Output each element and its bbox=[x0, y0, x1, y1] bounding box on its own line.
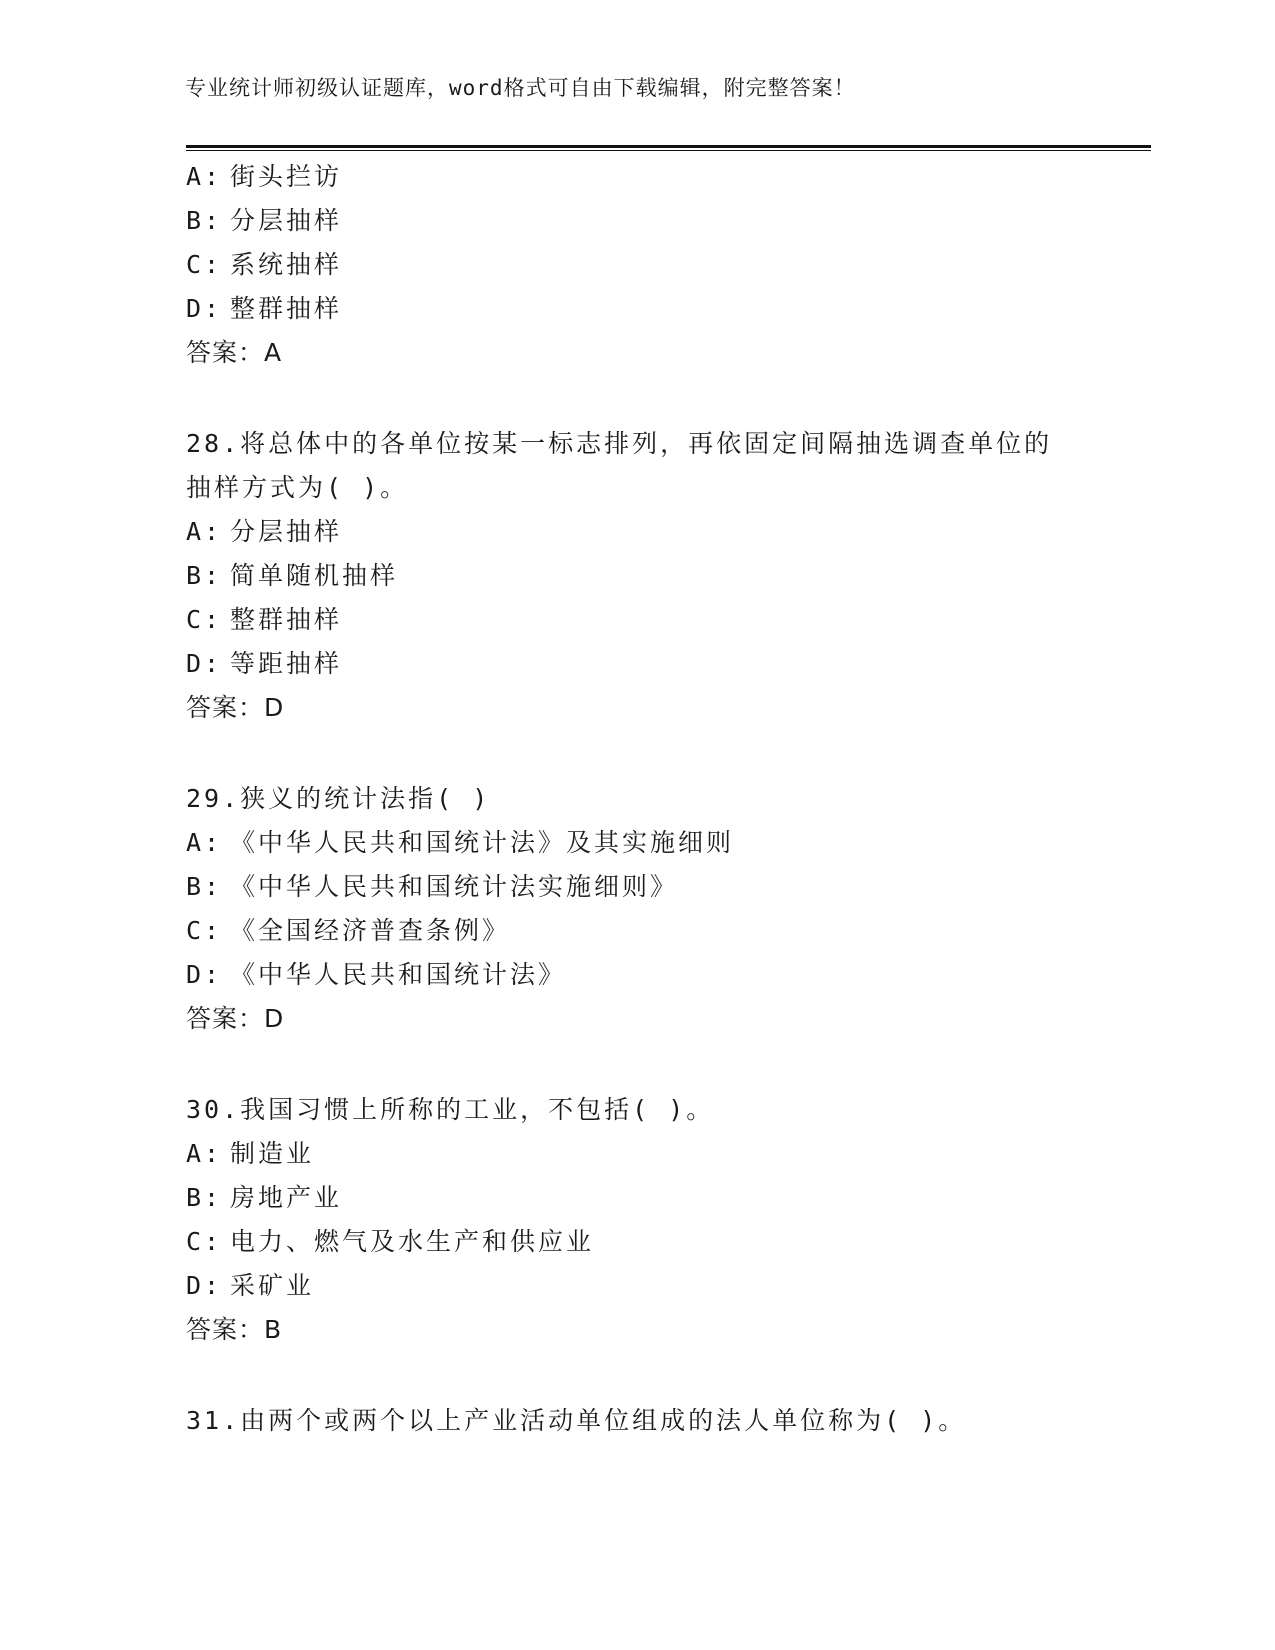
option-c: C: 系统抽样 bbox=[186, 250, 343, 279]
header-rule-thick bbox=[186, 145, 1151, 148]
option-a: A: 《中华人民共和国统计法》及其实施细则 bbox=[186, 828, 735, 857]
question-31-block bbox=[186, 1399, 1146, 1443]
question-27-block bbox=[186, 155, 1146, 375]
question-text-continued: 抽样方式为( )。 bbox=[186, 473, 409, 502]
question-29-block bbox=[186, 777, 1146, 1041]
option-a: A: 街头拦访 bbox=[186, 162, 343, 191]
option-c: C: 《全国经济普查条例》 bbox=[186, 916, 511, 945]
option-d: D: 《中华人民共和国统计法》 bbox=[186, 960, 567, 989]
question-30-block bbox=[186, 1088, 1146, 1352]
option-a: A: 制造业 bbox=[186, 1139, 315, 1168]
option-a: A: 分层抽样 bbox=[186, 517, 343, 546]
option-d: D: 整群抽样 bbox=[186, 294, 343, 323]
question-text: 28.将总体中的各单位按某一标志排列，再依固定间隔抽选调查单位的 bbox=[186, 429, 1053, 458]
option-b: B: 分层抽样 bbox=[186, 206, 343, 235]
answer-line: 答案：A bbox=[186, 338, 283, 367]
question-28-block bbox=[186, 422, 1146, 730]
option-b: B: 房地产业 bbox=[186, 1183, 343, 1212]
option-d: D: 等距抽样 bbox=[186, 649, 343, 678]
question-content bbox=[186, 155, 1146, 1443]
option-c: C: 电力、燃气及水生产和供应业 bbox=[186, 1227, 595, 1256]
answer-line: 答案：D bbox=[186, 1004, 285, 1033]
question-text: 29.狭义的统计法指( ) bbox=[186, 784, 491, 813]
question-text: 31.由两个或两个以上产业活动单位组成的法人单位称为( )。 bbox=[186, 1406, 967, 1435]
header-rule-thin bbox=[186, 150, 1151, 151]
answer-line: 答案：D bbox=[186, 693, 285, 722]
option-b: B: 《中华人民共和国统计法实施细则》 bbox=[186, 872, 679, 901]
answer-line: 答案：B bbox=[186, 1315, 283, 1344]
option-c: C: 整群抽样 bbox=[186, 605, 343, 634]
option-b: B: 简单随机抽样 bbox=[186, 561, 399, 590]
page-header: 专业统计师初级认证题库，word格式可自由下载编辑，附完整答案！ bbox=[185, 76, 856, 100]
option-d: D: 采矿业 bbox=[186, 1271, 315, 1300]
question-text: 30.我国习惯上所称的工业，不包括( )。 bbox=[186, 1095, 715, 1124]
